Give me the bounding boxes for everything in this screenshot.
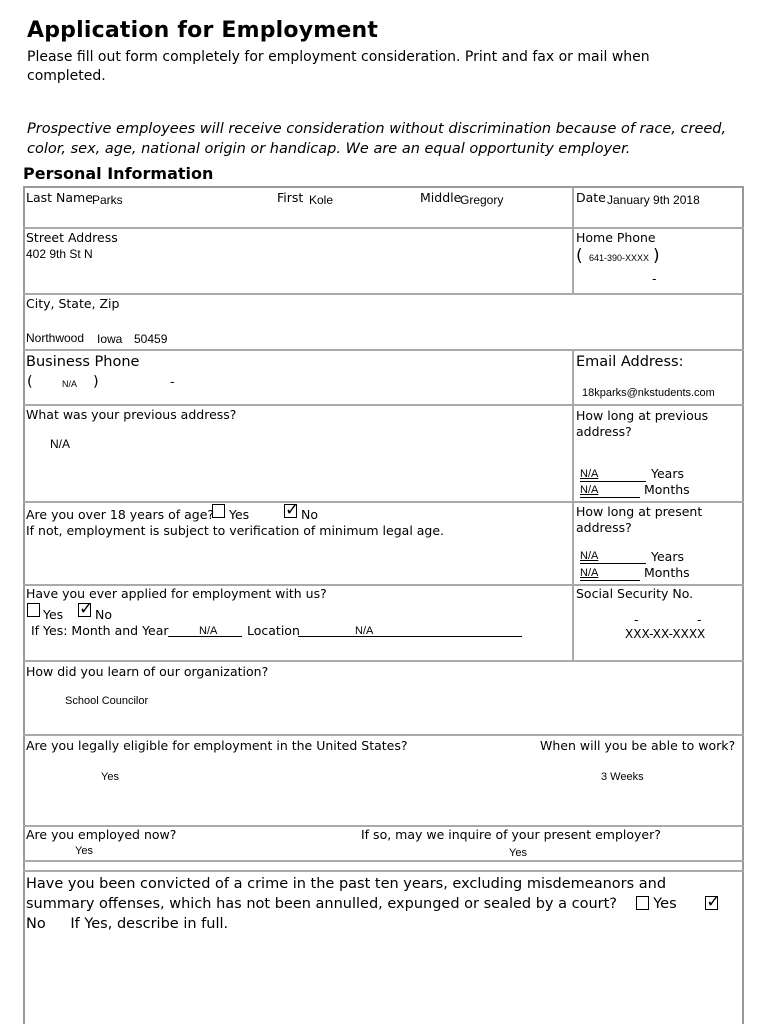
prev-duration-label: How long at previous address? [576, 408, 709, 439]
row-divider [23, 293, 744, 295]
column-divider [572, 187, 574, 227]
home-phone-open-paren: ( [576, 246, 583, 266]
applied-no-checkbox[interactable] [78, 603, 91, 617]
present-months-value[interactable]: N/A [580, 567, 599, 579]
learn-of-org-value[interactable]: School Councilor [65, 695, 149, 707]
prev-years-label: Years [651, 466, 684, 481]
form-intro: Please fill out form completely for employment consideration. Print and fax or mail when completed. [27, 49, 650, 84]
email-value[interactable]: 18kparks@nkstudents.com [582, 387, 715, 399]
home-phone-label: Home Phone [576, 230, 656, 245]
employed-now-value[interactable]: Yes [75, 845, 93, 857]
home-phone-dash: - [652, 271, 657, 286]
present-duration-label: How long at present address? [576, 504, 703, 535]
first-name-label: First [277, 190, 304, 205]
applied-location-value[interactable]: N/A [355, 625, 374, 637]
prev-years-value[interactable]: N/A [580, 468, 599, 480]
conviction-no-label: No [26, 916, 46, 932]
over-18-no-checkbox[interactable] [284, 504, 297, 518]
row-divider [23, 734, 744, 736]
row-divider [23, 660, 744, 662]
row-divider [23, 227, 744, 229]
eligible-value[interactable]: Yes [101, 771, 119, 783]
conviction-question [26, 874, 731, 934]
business-phone-dash: - [170, 374, 175, 389]
conviction-no-checkbox[interactable] [705, 896, 718, 910]
conviction-text: Have you been convicted of a crime in the past ten years, excluding misdemeanors and summary offenses, which has not been annulled, expunged or sealed by a court? [26, 876, 667, 912]
row-divider [23, 870, 744, 872]
over-18-note: If not, employment is subject to verification of minimum legal age. [26, 523, 445, 538]
middle-name-value[interactable]: Gregory [460, 193, 504, 207]
applied-yes-checkbox[interactable] [27, 603, 40, 617]
employed-now-label: Are you employed now? [26, 827, 177, 842]
business-phone-open-paren: ( [27, 374, 33, 390]
prev-months-blank [580, 497, 640, 498]
start-work-value[interactable]: 3 Weeks [601, 771, 644, 783]
over-18-yes-checkbox[interactable] [212, 504, 225, 518]
date-label: Date [576, 190, 606, 205]
business-phone-value[interactable]: N/A [62, 379, 78, 389]
prev-months-label: Months [644, 482, 690, 497]
over-18-label: Are you over 18 years of age? [26, 507, 215, 522]
row-divider [23, 404, 744, 406]
over-18-yes-label: Yes [229, 507, 250, 522]
home-phone-close-paren: ) [653, 246, 660, 266]
first-name-value[interactable]: Kole [309, 193, 334, 207]
business-phone-label: Business Phone [26, 354, 140, 370]
previous-address-label: What was your previous address? [26, 407, 237, 422]
previous-address-value[interactable]: N/A [50, 437, 71, 451]
row-divider [23, 349, 744, 351]
applied-no-label: No [95, 607, 112, 622]
present-months-blank [580, 580, 640, 581]
applied-before-label: Have you ever applied for employment with us? [26, 586, 327, 601]
date-value[interactable]: January 9th 2018 [607, 193, 700, 207]
conviction-followup: If Yes, describe in full. [70, 916, 229, 932]
inquire-employer-value[interactable]: Yes [509, 847, 527, 859]
city-state-zip-label: City, State, Zip [26, 296, 120, 311]
prev-months-value[interactable]: N/A [580, 484, 599, 496]
zip-value[interactable]: 50459 [134, 332, 168, 346]
email-label: Email Address: [576, 354, 684, 370]
street-address-label: Street Address [26, 230, 118, 245]
middle-name-label: Middle [420, 190, 462, 205]
present-years-value[interactable]: N/A [580, 550, 599, 562]
street-address-value[interactable]: 402 9th St N [26, 247, 93, 261]
applied-month-year-label: If Yes: Month and Year [31, 623, 169, 638]
column-divider [572, 349, 574, 661]
present-years-blank [580, 563, 646, 564]
ssn-label: Social Security No. [576, 586, 694, 601]
column-divider [572, 227, 574, 293]
applied-location-label: Location [247, 623, 300, 638]
ssn-value[interactable]: XXX-XX-XXXX [625, 627, 706, 641]
present-years-label: Years [651, 549, 684, 564]
conviction-yes-checkbox[interactable] [636, 896, 649, 910]
equal-opportunity-notice: Prospective employees will receive consideration without discrimination because of race, creed, color, sex, age, national origin or handicap. We are an equal opportunity employer. [27, 121, 727, 157]
row-divider [23, 860, 744, 862]
eligible-label: Are you legally eligible for employment in the United States? [26, 738, 408, 753]
city-value[interactable]: Northwood [26, 331, 85, 345]
applied-location-blank [298, 636, 522, 637]
ssn-dash-2: - [697, 612, 702, 627]
present-months-label: Months [644, 565, 690, 580]
ssn-dash-1: - [634, 612, 639, 627]
form-title: Application for Employment [27, 18, 379, 43]
home-phone-value[interactable]: 641-390-XXXX [589, 253, 650, 263]
last-name-label: Last Name [26, 190, 93, 205]
learn-of-org-label: How did you learn of our organization? [26, 664, 269, 679]
start-work-label: When will you be able to work? [540, 738, 736, 753]
row-divider [23, 501, 744, 503]
last-name-value[interactable]: Parks [92, 193, 123, 207]
section-title: Personal Information [23, 164, 214, 183]
applied-month-year-value[interactable]: N/A [199, 625, 218, 637]
prev-years-blank [580, 481, 646, 482]
applied-yes-label: Yes [43, 607, 64, 622]
over-18-no-label: No [301, 507, 318, 522]
conviction-yes-label: Yes [653, 896, 677, 912]
inquire-employer-label: If so, may we inquire of your present employer? [361, 827, 661, 842]
state-value[interactable]: Iowa [97, 332, 123, 346]
business-phone-close-paren: ) [93, 374, 99, 390]
